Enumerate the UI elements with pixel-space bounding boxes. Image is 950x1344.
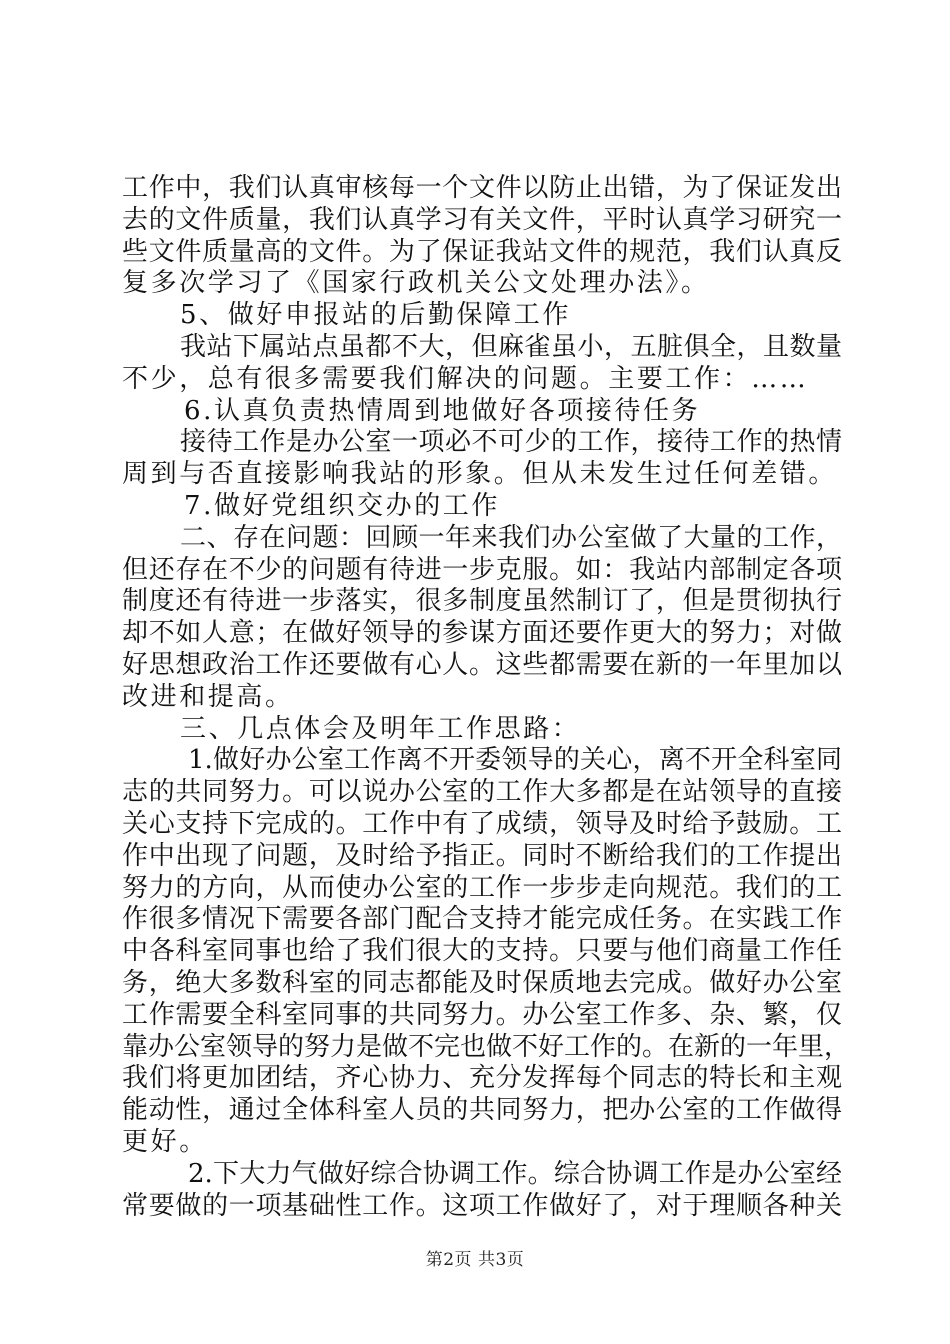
text-line: 工作中，我们认真审核每一个文件以防止出错，为了保证发出 <box>122 173 842 203</box>
text-line: 常要做的一项基础性工作。这项工作做好了，对于理顺各种关 <box>122 1190 842 1221</box>
section-heading-5: 5、做好申报站的后勤保障工作 <box>180 300 571 331</box>
text-line: 我站下属站点虽都不大，但麻雀虽小，五脏俱全，且数量 <box>180 331 842 362</box>
page-number-footer: 第2页 共3页 <box>425 1250 525 1270</box>
section-heading-3: 三、几点体会及明年工作思路： <box>180 713 581 744</box>
subsection-heading-2: 2.下大力气做好综合协调工作。综合协调工作是办公室经 <box>188 1158 842 1189</box>
text-line: 志的共同努力。可以说办公室的工作大多都是在站领导的直接 <box>122 777 842 808</box>
text-line: 作中出现了问题，及时给予指正。同时不断给我们的工作提出 <box>122 840 842 871</box>
section-heading-7: 7.做好党组织交办的工作 <box>184 490 501 521</box>
text-line: 改进和提高。 <box>122 681 294 712</box>
text-line: 靠办公室领导的努力是做不完也做不好工作的。在新的一年里， <box>122 1031 851 1062</box>
text-line: 更好。 <box>122 1126 208 1157</box>
text-line: 中各科室同事也给了我们很大的支持。只要与他们商量工作任 <box>122 936 842 967</box>
text-line: 周到与否直接影响我站的形象。但从未发生过任何差错。 <box>122 459 838 490</box>
text-line: 作很多情况下需要各部门配合支持才能完成任务。在实践工作 <box>122 904 842 935</box>
text-line: 去的文件质量，我们认真学习有关文件，平时认真学习研究一 <box>122 204 842 235</box>
text-line: 制度还有待进一步落实，很多制度虽然制订了，但是贯彻执行 <box>122 586 842 617</box>
text-line: 但还存在不少的问题有待进一步克服。如：我站内部制定各项 <box>122 554 842 585</box>
text-line: 我们将更加团结，齐心协力、充分发挥每个同志的特长和主观 <box>122 1063 842 1094</box>
section-heading-2: 二、存在问题：回顾一年来我们办公室做了大量的工作， <box>180 522 842 553</box>
text-line: 能动性，通过全体科室人员的共同努力，把办公室的工作做得 <box>122 1095 842 1126</box>
text-line: 复多次学习了《国家行政机关公文处理办法》。 <box>122 268 710 299</box>
text-line: 接待工作是办公室一项必不可少的工作，接待工作的热情 <box>180 427 842 458</box>
document-body <box>122 173 851 1222</box>
section-heading-6: 6.认真负责热情周到地做好各项接待任务 <box>184 395 701 426</box>
subsection-heading-1: 1.做好办公室工作离不开委领导的关心，离不开全科室同 <box>188 745 842 776</box>
text-line: 却不如人意；在做好领导的参谋方面还要作更大的努力；对做 <box>122 618 842 649</box>
text-line: 务，绝大多数科室的同志都能及时保质地去完成。做好办公室 <box>122 967 842 998</box>
text-line: 工作需要全科室同事的共同努力。办公室工作多、杂、繁，仅 <box>122 999 842 1030</box>
text-line: 好思想政治工作还要做有心人。这些都需要在新的一年里加以 <box>122 649 842 680</box>
text-line: 些文件质量高的文件。为了保证我站文件的规范，我们认真反 <box>122 236 842 267</box>
text-line: 不少，总有很多需要我们解决的问题。主要工作：…… <box>122 363 809 394</box>
text-line: 努力的方向，从而使办公室的工作一步步走向规范。我们的工 <box>122 872 842 903</box>
text-line: 关心支持下完成的。工作中有了成绩，领导及时给予鼓励。工 <box>122 808 842 839</box>
